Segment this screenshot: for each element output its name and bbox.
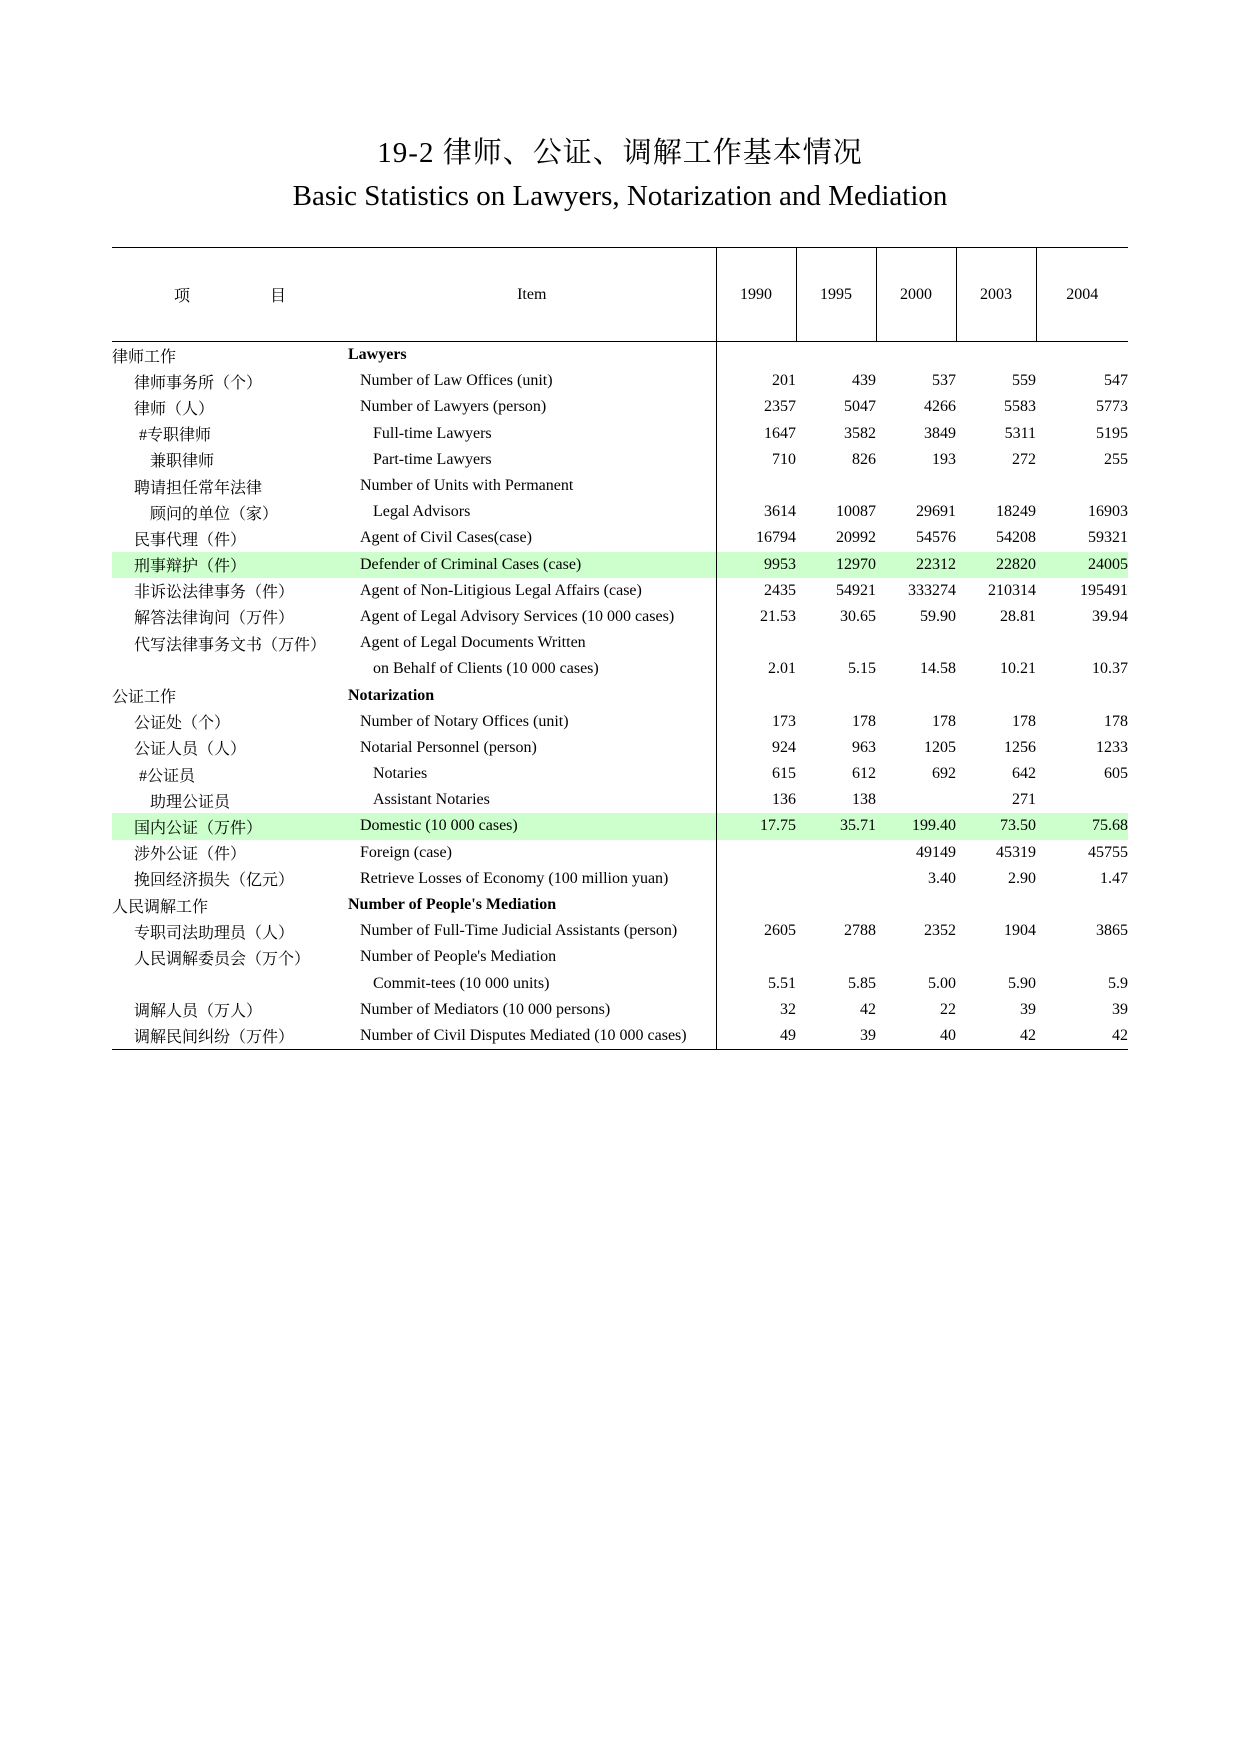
value-cell-1995: 826	[852, 450, 876, 468]
value-cell-1995: 5047	[844, 398, 876, 416]
value-cell-1995: 5.15	[848, 660, 876, 678]
table-row	[112, 447, 1128, 473]
value-cell-2000: 14.58	[920, 660, 956, 678]
value-cell-1990: 21.53	[716, 604, 796, 630]
value-cell-2004: 195491	[1080, 581, 1128, 599]
value-cell-1995: 10087	[836, 503, 876, 521]
table-row	[112, 473, 1128, 499]
value-cell-2000: 40	[876, 1023, 956, 1050]
row-label-english: Agent of Civil Cases(case)	[360, 529, 532, 547]
value-cell-2004: 59321	[1088, 529, 1128, 547]
row-label-english: Notarization	[348, 686, 435, 704]
value-cell-1990	[716, 473, 796, 499]
value-cell-1990: 9953	[716, 552, 796, 578]
value-cell-1990: 32	[716, 997, 796, 1023]
row-label-chinese: 涉外公证（件）	[134, 846, 247, 864]
value-cell-2003	[956, 682, 1036, 708]
header-year-1995: 1995	[796, 248, 876, 342]
table-row	[112, 682, 1128, 708]
table-row	[112, 813, 1128, 839]
value-cell-1990: 1647	[716, 421, 796, 447]
value-cell-1990	[716, 630, 796, 656]
table-row	[112, 787, 1128, 813]
value-cell-1995: 138	[852, 791, 876, 809]
table-row	[112, 840, 1128, 866]
value-cell-2000: 54576	[916, 529, 956, 547]
row-label-chinese: 专职司法助理员（人）	[134, 924, 295, 942]
value-cell-1990: 2605	[716, 918, 796, 944]
row-label-chinese: 调解民间纠纷（万件）	[112, 1023, 348, 1050]
value-cell-2003: 1904	[1004, 922, 1036, 940]
value-cell-2004: 3865	[1096, 922, 1128, 940]
value-cell-2004	[1036, 630, 1128, 656]
value-cell-2003: 45319	[996, 843, 1036, 861]
value-cell-1990: 924	[716, 735, 796, 761]
table-row	[112, 394, 1128, 420]
row-label-chinese: 解答法律询问（万件）	[134, 610, 295, 628]
row-label-english: Notarial Personnel (person)	[360, 738, 537, 756]
row-label-chinese: 聘请担任常年法律	[134, 479, 263, 497]
row-label-english: Commit-tees (10 000 units)	[373, 974, 550, 992]
table-row	[112, 604, 1128, 630]
row-label-english: Number of Law Offices (unit)	[360, 372, 553, 390]
table-row	[112, 918, 1128, 944]
table-row	[112, 761, 1128, 787]
value-cell-2000: 537	[932, 372, 956, 390]
table-row	[112, 997, 1128, 1023]
value-cell-2004: 605	[1104, 765, 1128, 783]
value-cell-2003: 210314	[988, 581, 1036, 599]
row-label-english: Domestic (10 000 cases)	[348, 813, 716, 839]
value-cell-2000	[876, 682, 956, 708]
row-label-english: Assistant Notaries	[373, 791, 490, 809]
value-cell-2004: 5773	[1096, 398, 1128, 416]
value-cell-2004	[1036, 682, 1128, 708]
value-cell-1990	[716, 682, 796, 708]
table-row	[112, 944, 1128, 970]
value-cell-2000	[876, 473, 956, 499]
table-row	[112, 421, 1128, 447]
row-label-english: on Behalf of Clients (10 000 cases)	[373, 660, 599, 678]
value-cell-2004: 75.68	[1036, 813, 1128, 839]
table-header-row	[112, 248, 1128, 342]
row-label-english: Full-time Lawyers	[373, 424, 492, 442]
value-cell-2000: 3.40	[928, 869, 956, 887]
value-cell-2000	[876, 892, 956, 918]
table-row	[112, 866, 1128, 892]
value-cell-1995	[796, 840, 876, 866]
value-cell-2003: 28.81	[1000, 607, 1036, 625]
header-item-english: Item	[348, 248, 716, 342]
row-label-chinese: 代写法律事务文书（万件）	[134, 636, 327, 654]
value-cell-2004: 5.9	[1108, 974, 1128, 992]
row-label-english: Number of Mediators (10 000 persons)	[360, 1000, 611, 1018]
row-label-chinese: 人民调解委员会（万个）	[134, 950, 311, 968]
value-cell-2004: 39.94	[1092, 607, 1128, 625]
value-cell-1990	[716, 892, 796, 918]
value-cell-2004: 1233	[1096, 738, 1128, 756]
row-label-english: Number of Civil Disputes Mediated (10 000 cases)	[348, 1023, 716, 1050]
table-row	[112, 735, 1128, 761]
value-cell-2000: 49149	[916, 843, 956, 861]
row-label-chinese: #公证员	[139, 767, 196, 785]
value-cell-2004: 1.47	[1100, 869, 1128, 887]
header-item-chinese	[112, 248, 348, 342]
value-cell-2004: 255	[1104, 450, 1128, 468]
value-cell-2004	[1036, 342, 1128, 369]
value-cell-1990	[716, 840, 796, 866]
table-row	[112, 525, 1128, 551]
table-row	[112, 342, 1128, 369]
value-cell-2000	[876, 787, 956, 813]
value-cell-1995: 3582	[844, 424, 876, 442]
header-cn-right: 目	[270, 288, 287, 305]
value-cell-1990: 710	[716, 447, 796, 473]
value-cell-1990: 2357	[716, 394, 796, 420]
value-cell-1995: 12970	[796, 552, 876, 578]
value-cell-1995: 35.71	[796, 813, 876, 839]
value-cell-2000	[876, 944, 956, 970]
row-label-english: Retrieve Losses of Economy (100 million yuan)	[360, 869, 669, 887]
row-label-chinese: 调解人员（万人）	[134, 1003, 263, 1021]
row-label-chinese: 挽回经济损失（亿元）	[134, 872, 295, 890]
value-cell-2003: 18249	[996, 503, 1036, 521]
row-label-english: Number of People's Mediation	[360, 948, 557, 966]
statistics-table	[112, 247, 1128, 1050]
row-label-chinese: 兼职律师	[150, 453, 215, 471]
value-cell-2003	[956, 944, 1036, 970]
table-row	[112, 630, 1128, 656]
table-row	[112, 368, 1128, 394]
value-cell-2003	[956, 892, 1036, 918]
value-cell-1995	[796, 473, 876, 499]
value-cell-2003	[956, 630, 1036, 656]
value-cell-1990: 5.51	[716, 971, 796, 997]
value-cell-1990: 16794	[716, 525, 796, 551]
value-cell-2003: 22820	[956, 552, 1036, 578]
row-label-english: Agent of Legal Documents Written	[360, 634, 586, 652]
row-label-chinese	[112, 656, 348, 682]
value-cell-2004	[1036, 944, 1128, 970]
value-cell-2004: 45755	[1088, 843, 1128, 861]
value-cell-2003: 39	[1020, 1000, 1036, 1018]
value-cell-1990: 136	[716, 787, 796, 813]
value-cell-2003: 1256	[1004, 738, 1036, 756]
row-label-chinese: 律师工作	[112, 348, 177, 366]
value-cell-1995: 39	[796, 1023, 876, 1050]
row-label-chinese: 国内公证（万件）	[112, 813, 348, 839]
value-cell-1990: 17.75	[716, 813, 796, 839]
value-cell-2000: 4266	[924, 398, 956, 416]
row-label-chinese: #专职律师	[139, 427, 212, 445]
table-row	[112, 971, 1128, 997]
value-cell-2003: 54208	[996, 529, 1036, 547]
value-cell-1995	[796, 866, 876, 892]
row-label-chinese: 顾问的单位（家）	[150, 505, 279, 523]
value-cell-2000: 178	[932, 712, 956, 730]
value-cell-2004: 16903	[1088, 503, 1128, 521]
value-cell-2000: 2352	[924, 922, 956, 940]
row-label-english: Notaries	[373, 765, 428, 783]
value-cell-2003: 5311	[1004, 424, 1036, 442]
value-cell-1995	[796, 892, 876, 918]
row-label-english: Agent of Legal Advisory Services (10 000 cases)	[360, 607, 675, 625]
value-cell-2004: 178	[1104, 712, 1128, 730]
value-cell-1995: 54921	[836, 581, 876, 599]
value-cell-2000: 692	[932, 765, 956, 783]
row-label-chinese: 刑事辩护（件）	[112, 552, 348, 578]
row-label-english: Part-time Lawyers	[373, 450, 492, 468]
value-cell-2000: 5.00	[928, 974, 956, 992]
value-cell-2000: 193	[932, 450, 956, 468]
value-cell-2000: 3849	[924, 424, 956, 442]
value-cell-2000: 1205	[924, 738, 956, 756]
value-cell-1995: 20992	[836, 529, 876, 547]
table-row	[112, 552, 1128, 578]
value-cell-2000: 199.40	[876, 813, 956, 839]
value-cell-2000	[876, 630, 956, 656]
table-row	[112, 578, 1128, 604]
table-row	[112, 499, 1128, 525]
page-title-chinese: 19-2 律师、公证、调解工作基本情况	[377, 137, 863, 169]
header-year-1990: 1990	[716, 248, 796, 342]
value-cell-1995: 30.65	[840, 607, 876, 625]
value-cell-2003: 642	[1012, 765, 1036, 783]
row-label-chinese: 公证人员（人）	[134, 741, 247, 759]
value-cell-2004: 39	[1112, 1000, 1128, 1018]
value-cell-1990	[716, 866, 796, 892]
row-label-chinese: 律师（人）	[134, 400, 215, 418]
value-cell-2004	[1036, 892, 1128, 918]
table-body	[112, 342, 1128, 1050]
row-label-english: Lawyers	[348, 346, 407, 364]
value-cell-2003	[956, 473, 1036, 499]
value-cell-1990	[716, 944, 796, 970]
value-cell-2003: 272	[1012, 450, 1036, 468]
value-cell-1990: 615	[716, 761, 796, 787]
value-cell-2003: 5.90	[1008, 974, 1036, 992]
value-cell-1990: 2435	[716, 578, 796, 604]
value-cell-1995: 439	[852, 372, 876, 390]
value-cell-2003: 271	[1012, 791, 1036, 809]
value-cell-1995: 5.85	[848, 974, 876, 992]
value-cell-2004: 5195	[1096, 424, 1128, 442]
value-cell-2004: 24005	[1036, 552, 1128, 578]
value-cell-1995	[796, 630, 876, 656]
value-cell-2003: 2.90	[1008, 869, 1036, 887]
row-label-english: Legal Advisors	[373, 503, 471, 521]
row-label-chinese: 助理公证员	[150, 793, 231, 811]
value-cell-1995	[796, 944, 876, 970]
row-label-english: Number of Full-Time Judicial Assistants (person)	[360, 922, 678, 940]
value-cell-2003: 178	[1012, 712, 1036, 730]
value-cell-2004: 10.37	[1092, 660, 1128, 678]
value-cell-1990: 49	[716, 1023, 796, 1050]
value-cell-1995	[796, 342, 876, 369]
value-cell-2003: 5583	[1004, 398, 1036, 416]
value-cell-2004	[1036, 473, 1128, 499]
table-row	[112, 656, 1128, 682]
table-row	[112, 892, 1128, 918]
header-year-2003: 2003	[956, 248, 1036, 342]
value-cell-1990: 201	[716, 368, 796, 394]
row-label-english: Number of People's Mediation	[348, 896, 557, 914]
value-cell-2000	[876, 342, 956, 369]
value-cell-1990: 173	[716, 709, 796, 735]
row-label-chinese: 公证工作	[112, 689, 177, 707]
value-cell-2003: 10.21	[1000, 660, 1036, 678]
value-cell-1995: 178	[852, 712, 876, 730]
value-cell-2003: 42	[956, 1023, 1036, 1050]
value-cell-2000: 333274	[908, 581, 956, 599]
value-cell-1995: 612	[852, 765, 876, 783]
value-cell-2003	[956, 342, 1036, 369]
table-row	[112, 1023, 1128, 1050]
row-label-english: Foreign (case)	[360, 843, 452, 861]
value-cell-1995	[796, 682, 876, 708]
value-cell-1990	[716, 342, 796, 369]
row-label-english: Defender of Criminal Cases (case)	[348, 552, 716, 578]
value-cell-2004: 42	[1036, 1023, 1128, 1050]
value-cell-2003: 73.50	[956, 813, 1036, 839]
value-cell-2004: 547	[1104, 372, 1128, 390]
value-cell-1995: 42	[860, 1000, 876, 1018]
row-label-english: Agent of Non-Litigious Legal Affairs (case)	[360, 581, 642, 599]
value-cell-1990: 2.01	[716, 656, 796, 682]
header-year-2000: 2000	[876, 248, 956, 342]
row-label-chinese: 律师事务所（个）	[134, 374, 263, 392]
row-label-chinese	[112, 971, 348, 997]
row-label-chinese: 非诉讼法律事务（件）	[134, 584, 295, 602]
header-cn-left: 项	[173, 288, 190, 305]
row-label-english: Number of Notary Offices (unit)	[360, 712, 569, 730]
row-label-chinese: 民事代理（件）	[134, 531, 247, 549]
row-label-english: Number of Units with Permanent	[360, 477, 574, 495]
value-cell-2000: 59.90	[920, 607, 956, 625]
value-cell-1995: 963	[852, 738, 876, 756]
value-cell-2000: 29691	[916, 503, 956, 521]
header-year-2004: 2004	[1036, 248, 1128, 342]
row-label-english: Number of Lawyers (person)	[360, 398, 547, 416]
value-cell-2000: 22312	[876, 552, 956, 578]
value-cell-1995: 2788	[844, 922, 876, 940]
row-label-chinese: 公证处（个）	[134, 715, 231, 733]
value-cell-1990: 3614	[716, 499, 796, 525]
value-cell-2003: 559	[1012, 372, 1036, 390]
table-row	[112, 709, 1128, 735]
value-cell-2004	[1036, 787, 1128, 813]
page-title-english: Basic Statistics on Lawyers, Notarization and Mediation	[292, 180, 948, 212]
row-label-chinese: 人民调解工作	[112, 898, 209, 916]
value-cell-2000: 22	[940, 1000, 956, 1018]
